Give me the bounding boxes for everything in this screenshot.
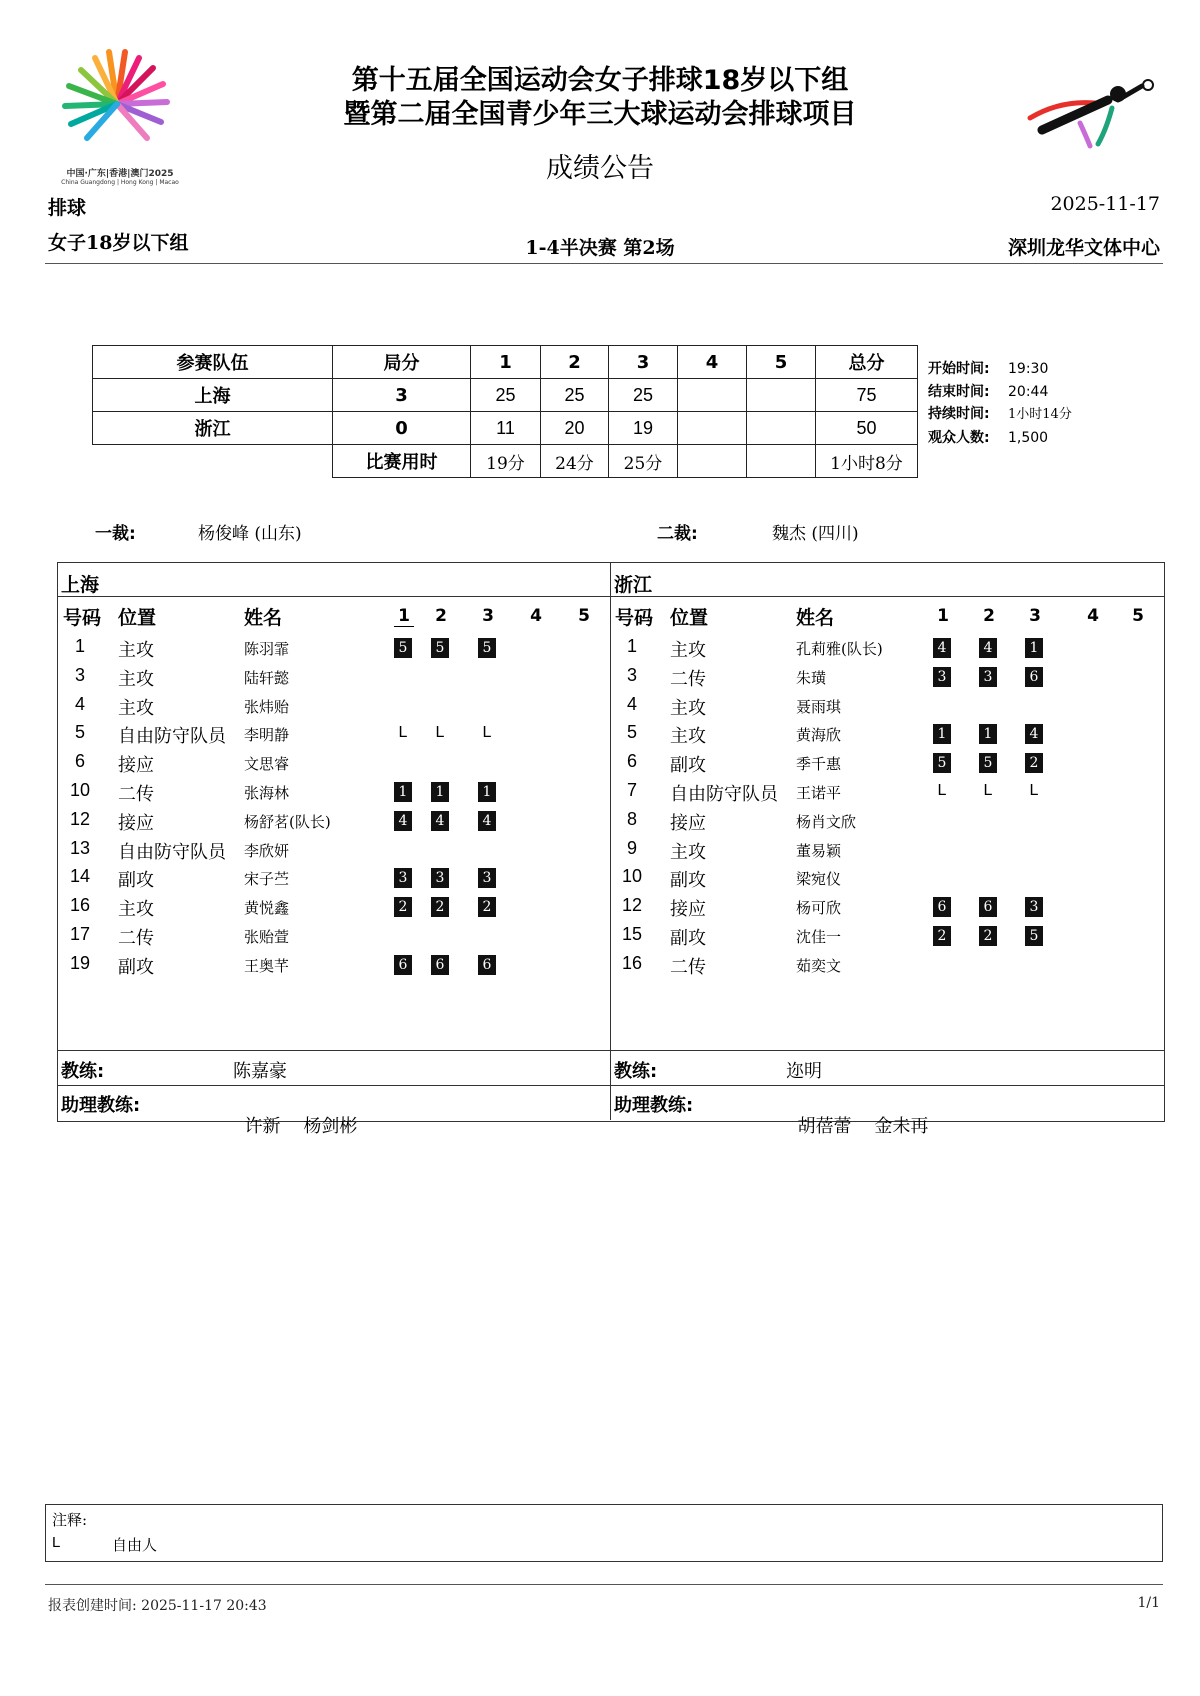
team-title-zhejiang: 浙江 [614,574,653,596]
starting-rotation-badge: 6 [431,955,449,975]
player-name: 茹奕文 [796,956,842,975]
assistant-zhejiang [614,1091,693,1117]
starting-rotation-badge: 5 [431,638,449,658]
coach-zhejiang-name-wrap [786,1057,822,1083]
round-label: 1-4半决赛 第2场 [525,237,675,259]
col-set-4: 4 [1087,606,1099,626]
duration-value: 1小时14分 [1008,407,1072,422]
starting-rotation-badge: 3 [394,868,412,888]
footer-divider [45,1584,1163,1585]
player-name: 宋子苎 [244,870,290,889]
coach-label: 教练: [614,1061,658,1082]
roster-assistant-line [57,1085,1165,1086]
player-position: 接应 [670,899,706,921]
header-set-4: 4 [678,346,747,379]
coach-name: 迩明 [786,1061,822,1082]
starting-rotation-badge: 5 [979,753,997,773]
starting-rotation-badge: 2 [1025,753,1043,773]
player-number: 4 [74,693,85,714]
player-name: 孔莉雅(队长) [796,640,883,658]
set-duration: 24分 [541,445,609,478]
col-set-1: 1 [937,606,949,626]
end-time-label: 结束时间: [928,383,990,400]
starting-rotation-badge: 1 [394,782,412,802]
header-set-2: 2 [541,346,609,379]
player-number: 17 [69,924,91,944]
player-position: 副攻 [670,870,706,892]
player-number: 12 [69,808,91,829]
starting-rotation-badge: 6 [394,955,412,975]
header-teams: 参赛队伍 [93,346,333,379]
set-duration [747,445,816,478]
title-line-3: 成绩公告 [546,153,654,184]
player-position: 主攻 [670,841,706,863]
assistant-names: 许新 杨剑彬 [244,1116,358,1137]
player-position: 主攻 [118,668,154,690]
header-set-1: 1 [471,346,541,379]
scoreboard-header-row [93,346,918,379]
player-name: 朱璜 [796,668,827,687]
coach-shanghai-name-wrap [233,1057,287,1083]
match-info-start [928,358,1072,381]
player-name: 杨舒茗(队长) [244,812,331,831]
player-number: 15 [621,924,643,944]
total-score: 75 [816,379,918,412]
starting-rotation-badge: 4 [933,638,951,658]
player-name: 李欣妍 [244,841,290,860]
set-score: 25 [471,379,541,412]
end-time-value: 20:44 [1008,383,1049,400]
player-position: 自由防守队员 [118,726,226,748]
player-name: 黄海欣 [796,726,842,745]
start-time-label: 开始时间: [928,361,990,377]
col-set-3: 3 [1029,606,1041,626]
title-line-1: 第十五届全国运动会女子排球18岁以下组 [351,65,849,96]
player-name: 沈佳一 [796,928,842,946]
player-position: 二传 [118,928,154,949]
first-referee-label: 一裁: [95,524,136,544]
starting-rotation-badge: 6 [1025,667,1043,687]
match-info-duration [928,403,1072,427]
total-duration: 1小时8分 [816,445,918,478]
header-set-3: 3 [609,346,678,379]
starting-rotation-badge: 1 [979,724,997,744]
set-score: 25 [609,379,678,412]
assistant-zhejiang-names-wrap [786,1091,928,1138]
col-name: 姓名 [796,607,835,629]
libero-marker: L [983,782,993,799]
assistant-shanghai-names-wrap [233,1091,357,1138]
col-number: 号码 [63,607,102,629]
player-position: 副攻 [670,928,706,949]
total-score: 50 [816,412,918,445]
starting-rotation-badge: 5 [478,638,496,658]
assistant-label: 助理教练: [61,1095,141,1116]
starting-rotation-badge: 2 [431,897,449,917]
coach-zhejiang [614,1057,657,1083]
starting-rotation-badge: 1 [1025,638,1043,658]
col-set-4: 4 [530,606,542,626]
date-label: 2025-11-17 [1050,193,1160,215]
match-info-spectators [928,427,1072,450]
starting-rotation-badge: 2 [979,926,997,946]
player-name: 陈羽霏 [244,640,290,658]
assistant-label: 助理教练: [614,1095,694,1116]
set-score: 11 [471,412,541,445]
player-name: 王诺平 [796,784,842,802]
set-score: 25 [541,379,609,412]
set-score [678,412,747,445]
player-position: 自由防守队员 [118,841,226,863]
assistant-shanghai [61,1091,140,1117]
footer-created: 报表创建时间: 2025-11-17 20:43 [48,1598,267,1614]
player-position: 二传 [118,784,154,805]
player-position: 主攻 [118,697,154,719]
player-name: 董易颖 [796,841,842,860]
second-referee-label: 二裁: [657,524,698,544]
libero-marker: L [435,724,445,742]
col-set-2: 2 [983,606,995,626]
col-set-3: 3 [482,606,494,626]
second-referee-value: 魏杰 (四川) [772,524,859,544]
starting-rotation-badge: 6 [979,897,997,917]
col-name: 姓名 [244,607,283,629]
player-position: 自由防守队员 [670,784,778,805]
player-name: 张炜贻 [244,697,290,716]
starting-rotation-badge: 4 [478,811,496,831]
col-number: 号码 [615,607,654,629]
libero-marker: L [937,782,947,799]
player-number: 1 [74,636,85,656]
set-score [747,379,816,412]
player-number: 5 [74,722,85,743]
footer-page: 1/1 [1137,1595,1160,1611]
libero-marker: L [398,724,408,742]
player-number: 4 [626,693,637,714]
roster-coach-line [57,1050,1165,1051]
player-position: 副攻 [670,755,706,777]
player-number: 5 [626,722,637,743]
player-position: 主攻 [670,640,706,661]
player-number: 8 [626,808,637,829]
player-position: 主攻 [670,726,706,748]
starting-rotation-badge: 4 [394,811,412,831]
player-position: 二传 [670,956,706,978]
player-name: 张贻萱 [244,928,290,946]
roster-title-line [57,596,1165,597]
team-name: 浙江 [93,412,333,445]
player-position: 副攻 [118,870,154,892]
player-name: 王奥芊 [244,956,290,975]
coach-label: 教练: [61,1061,105,1082]
starting-rotation-badge: 3 [933,667,951,687]
player-number: 7 [626,780,637,800]
player-position: 二传 [670,668,706,690]
scoreboard-team-row [93,379,918,412]
starting-rotation-badge: 4 [431,811,449,831]
player-number: 12 [621,895,643,916]
player-number: 16 [621,952,643,973]
category-label: 女子18岁以下组 [48,232,189,254]
player-number: 10 [621,866,643,887]
libero-marker: L [482,724,492,742]
player-number: 10 [69,780,91,800]
spectators-label: 观众人数: [928,429,990,446]
starting-rotation-badge: 3 [979,667,997,687]
team-title-shanghai: 上海 [61,574,100,596]
player-name: 陆轩懿 [244,668,290,687]
start-time-value: 19:30 [1008,361,1049,377]
first-referee [95,519,136,544]
scoreboard-duration-row [93,445,918,478]
starting-rotation-badge: 3 [431,868,449,888]
notes-key: L [52,1534,61,1551]
player-name: 李明静 [244,726,290,745]
team-name: 上海 [93,379,333,412]
coach-name: 陈嘉豪 [233,1061,287,1082]
first-referee-value-wrap [198,519,302,544]
player-position: 接应 [118,755,154,777]
assistant-names: 胡蓓蕾 金未再 [797,1116,929,1137]
logo-text-en: China Guangdong | Hong Kong | Macao [61,179,179,186]
col-set-2: 2 [435,606,447,626]
player-name: 季千惠 [796,755,842,774]
set-score: 20 [541,412,609,445]
starting-rotation-badge: 5 [394,638,412,658]
player-name: 张海林 [244,784,290,802]
player-number: 19 [69,952,91,973]
starting-rotation-badge: 4 [1025,724,1043,744]
starting-rotation-badge: 4 [979,638,997,658]
starting-rotation-badge: 3 [1025,897,1043,917]
libero-marker: L [1029,782,1039,799]
col-position: 位置 [670,607,709,629]
spectators-value: 1,500 [1008,429,1049,446]
player-name: 聂雨琪 [796,697,842,716]
first-referee-value: 杨俊峰 (山东) [198,524,302,544]
starting-rotation-badge: 6 [478,955,496,975]
starting-rotation-badge: 6 [933,897,951,917]
sets-won: 0 [333,412,471,445]
match-info [928,358,1072,449]
col-set-5: 5 [1132,606,1144,626]
scoreboard-table [92,345,918,478]
roster-divider [610,562,611,1120]
set-duration [678,445,747,478]
player-name: 杨肖文欣 [796,812,857,831]
sport-label: 排球 [48,197,87,219]
player-position: 主攻 [118,899,154,921]
duration-label: 持续时间: [928,406,990,422]
starting-rotation-badge: 1 [431,782,449,802]
venue-label: 深圳龙华文体中心 [1007,237,1160,259]
starting-rotation-badge: 5 [1025,926,1043,946]
scoreboard-team-row [93,412,918,445]
player-name: 杨可欣 [796,899,842,918]
starting-rotation-badge: 3 [478,868,496,888]
match-info-end [928,381,1072,404]
set-duration: 19分 [471,445,541,478]
player-name: 文思睿 [244,755,290,774]
player-number: 16 [69,895,91,916]
player-number: 3 [74,664,85,685]
notes-meaning: 自由人 [112,1536,158,1554]
player-name: 黄悦鑫 [244,899,290,918]
player-number: 3 [626,664,637,685]
player-number: 13 [69,837,91,858]
header-set-5: 5 [747,346,816,379]
col-position: 位置 [118,607,157,629]
player-number: 14 [69,866,91,887]
starting-rotation-badge: 1 [478,782,496,802]
player-number: 1 [626,636,637,656]
player-position: 接应 [670,812,706,834]
player-position: 主攻 [118,640,154,661]
player-number: 6 [626,751,637,772]
starting-rotation-badge: 2 [478,897,496,917]
col-set-5: 5 [578,606,590,626]
player-name: 梁宛仪 [796,870,842,889]
player-number: 6 [74,751,85,772]
set-score [678,379,747,412]
header-total: 总分 [816,346,918,379]
notes-label: 注释: [52,1511,88,1529]
player-position: 副攻 [118,956,154,978]
duration-label: 比赛用时 [333,445,471,478]
logo-text-cn: 中国·广东|香港|澳门2025 [66,169,174,179]
second-referee-value-wrap [772,519,859,544]
col-set-1: 1 [394,606,414,627]
starting-rotation-badge: 5 [933,753,951,773]
set-score: 19 [609,412,678,445]
second-referee [657,519,698,544]
starting-rotation-badge: 1 [933,724,951,744]
coach-shanghai [61,1057,104,1083]
player-number: 9 [626,837,637,858]
header-sets: 局分 [333,346,471,379]
set-score [747,412,816,445]
title-line-2: 暨第二届全国青少年三大球运动会排球项目 [343,99,857,130]
player-position: 主攻 [670,697,706,719]
header-divider [45,263,1163,264]
starting-rotation-badge: 2 [394,897,412,917]
starting-rotation-badge: 2 [933,926,951,946]
player-position: 接应 [118,812,154,834]
sets-won: 3 [333,379,471,412]
set-duration: 25分 [609,445,678,478]
notes-box [45,1504,1163,1562]
